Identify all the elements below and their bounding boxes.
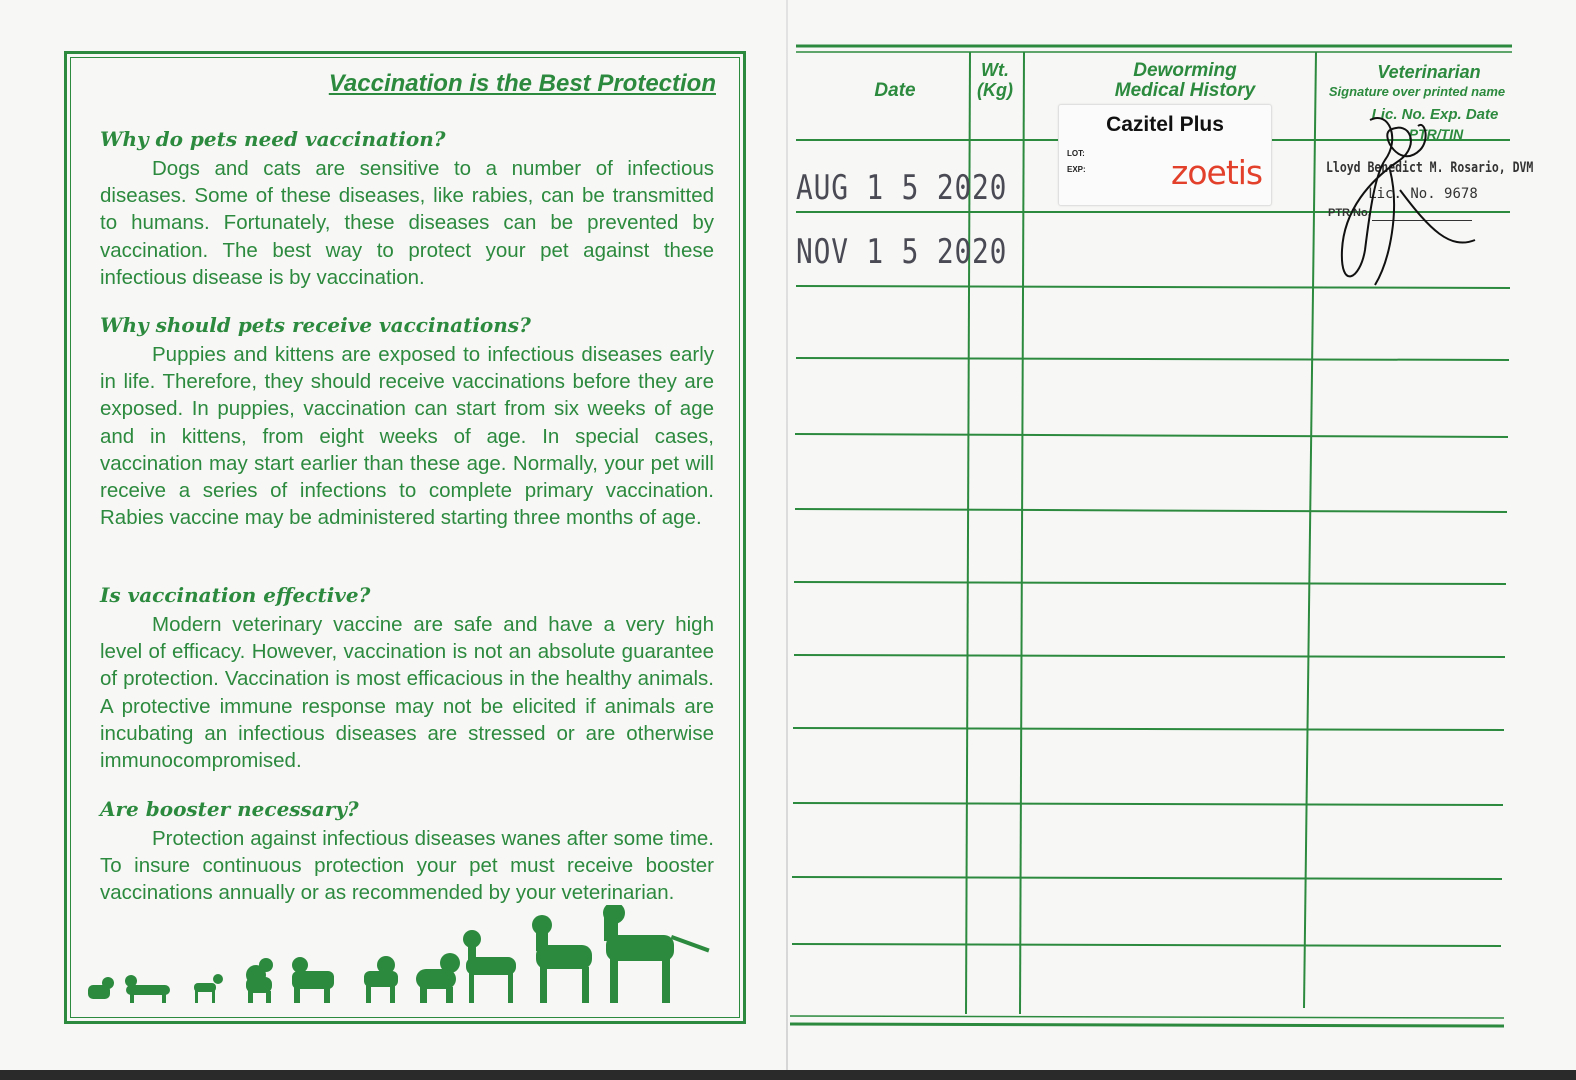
date-stamp: AUG 1 5 2020 bbox=[796, 168, 1008, 208]
section-question: Why should pets receive vaccinations? bbox=[100, 313, 531, 337]
section-text: Puppies and kittens are exposed to infectious diseases early in life. Therefore, they should receive vaccinations before they are exposed. In puppies, vaccination can start from six weeks of age and in kittens, from eight weeks of age. In special cases, vaccination may start earlier than these age. Normally, your pet will receive a series of infections to complete primary vaccination. Rabies vaccine may be administered starting three months of age. bbox=[100, 343, 714, 530]
scan-edge bbox=[0, 1070, 1576, 1080]
col-header-deworming: Deworming bbox=[1133, 60, 1237, 81]
col-header-vet-signature: Signature over printed name bbox=[1328, 84, 1506, 99]
section-text: Protection against infectious diseases wanes after some time. To insure continuous protection your pet must receive booster vaccinations annually or as recommended by your veterinarian. bbox=[100, 827, 714, 905]
section-question: Are booster necessary? bbox=[100, 797, 359, 821]
col-header-medical-history: Medical History bbox=[1114, 80, 1256, 101]
product-name: Cazitel Plus bbox=[1106, 113, 1224, 136]
section-question: Is vaccination effective? bbox=[100, 583, 371, 607]
vet-ptr-label: PTR No. bbox=[1328, 207, 1371, 219]
sticker-lot-label: LOT: bbox=[1067, 149, 1085, 158]
col-header-vet-license: Lic. No. Exp. Date bbox=[1371, 106, 1499, 123]
sticker-exp-label: EXP: bbox=[1067, 165, 1086, 174]
vet-license-number: Lic. No. 9678 bbox=[1368, 186, 1478, 202]
col-header-vet-ptr: PTR/TIN bbox=[1408, 126, 1464, 142]
product-sticker bbox=[1058, 104, 1272, 206]
date-stamp: NOV 1 5 2020 bbox=[796, 232, 1008, 272]
col-header-wt: Wt. bbox=[981, 60, 1009, 80]
page-title: Vaccination is the Best Protection bbox=[328, 70, 716, 97]
vet-printed-name: Lloyd Benedict M. Rosario, DVM bbox=[1326, 160, 1534, 176]
brand-logo: zoetis bbox=[1171, 153, 1263, 192]
col-header-date: Date bbox=[874, 80, 916, 101]
col-header-wt-unit: (Kg) bbox=[977, 80, 1013, 100]
section-question: Why do pets need vaccination? bbox=[100, 127, 446, 151]
col-header-veterinarian: Veterinarian bbox=[1377, 62, 1481, 82]
signature-icon bbox=[1330, 100, 1490, 300]
section-text: Modern veterinary vaccine are safe and have a very high level of efficacy. However, vaccination is not an absolute guarantee of protection. Vaccination is most efficacious in the healthy animals. A protective immune response may not be elicited if animals are incubating an infectious diseases are stressed or are otherwise immunocompromised. bbox=[100, 613, 714, 773]
section-text: Dogs and cats are sensitive to a number of infectious diseases. Some of these diseases, like rabies, can be transmitted to humans. Fortunately, these diseases can be prevented by vaccination. The best way to protect your pet against these infectious disease is by vaccination. bbox=[100, 157, 714, 289]
